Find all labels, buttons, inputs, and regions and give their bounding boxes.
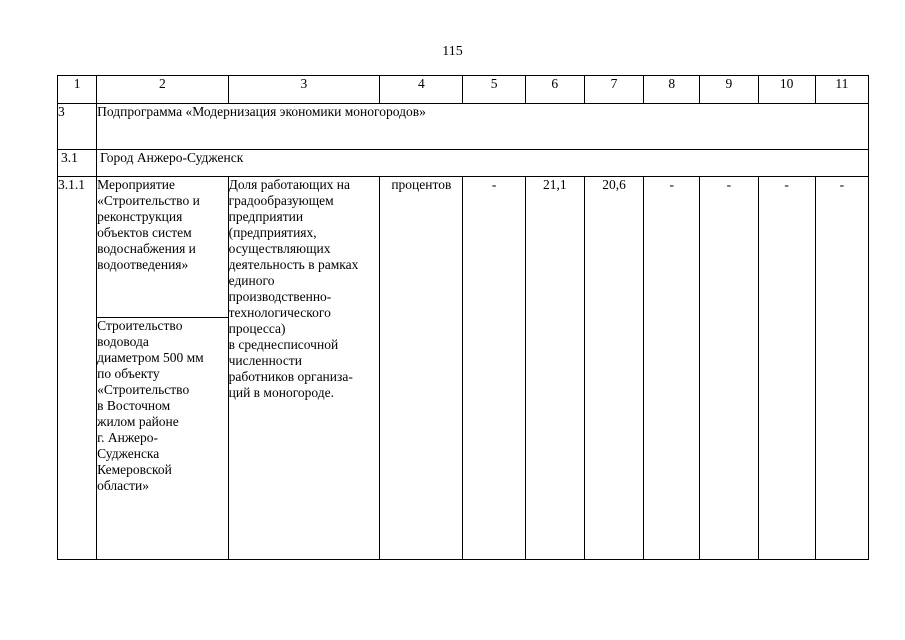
indicator-line: работников организа-	[228, 369, 353, 384]
event-cell	[97, 177, 228, 318]
indicator-line: производственно-	[228, 289, 332, 304]
event-line: Мероприятие	[97, 177, 175, 192]
page-number: 115	[442, 44, 463, 59]
construction-line: области»	[97, 478, 150, 493]
value-col-9: -	[700, 177, 758, 560]
construction-line: в Восточном	[97, 398, 171, 413]
value-col-6: 21,1	[525, 177, 584, 560]
column-header-5: 5	[463, 76, 525, 104]
column-header-8: 8	[644, 76, 700, 104]
indicator-line: численности	[228, 353, 303, 368]
subprogram-title: Подпрограмма «Модернизация экономики моногородов»	[97, 104, 869, 150]
indicator-line: технологического	[228, 305, 331, 320]
indicator-line: процесса)	[228, 321, 286, 336]
item-number: 3.1.1	[58, 177, 97, 560]
indicator-line: ций в моногороде.	[228, 385, 334, 400]
column-header-3: 3	[228, 76, 380, 104]
city-name: Город Анжеро-Судженск	[97, 150, 869, 177]
city-row	[58, 150, 869, 177]
construction-line: г. Анжеро-	[97, 430, 159, 445]
construction-line: Строительство	[97, 318, 183, 333]
subprogram-row	[58, 104, 869, 150]
indicator-line: (предприятиях,	[228, 225, 317, 240]
value-col-7: 20,6	[584, 177, 643, 560]
column-header-11: 11	[815, 76, 868, 104]
construction-line: водовода	[97, 334, 149, 349]
city-number: 3.1	[58, 150, 97, 177]
item-row	[58, 177, 869, 318]
value-col-8: -	[644, 177, 700, 560]
indicator-line: предприятии	[228, 209, 304, 224]
indicator-line: деятельность в рамках	[228, 257, 359, 272]
column-header-4: 4	[380, 76, 463, 104]
construction-cell	[97, 318, 228, 560]
indicator-line: градообразующем	[228, 193, 334, 208]
construction-line: Судженска	[97, 446, 160, 461]
event-line: реконструкция	[97, 209, 183, 224]
column-header-7: 7	[584, 76, 643, 104]
value-col-10: -	[758, 177, 815, 560]
event-line: водоотведения»	[97, 257, 189, 272]
column-header-9: 9	[700, 76, 758, 104]
indicator-line: осуществляющих	[228, 241, 331, 256]
column-header-1: 1	[58, 76, 97, 104]
event-line: объектов систем	[97, 225, 192, 240]
event-line: «Строительство и	[97, 193, 200, 208]
construction-line: диаметром 500 мм	[97, 350, 204, 365]
value-col-11: -	[815, 177, 868, 560]
value-col-5: -	[463, 177, 525, 560]
column-header-10: 10	[758, 76, 815, 104]
indicator-cell	[228, 177, 380, 560]
indicator-line: Доля работающих на	[228, 177, 351, 192]
construction-line: «Строительство	[97, 382, 190, 397]
construction-line: жилом районе	[97, 414, 179, 429]
indicator-line: в среднесписочной	[228, 337, 339, 352]
indicator-line: единого	[228, 273, 275, 288]
subprogram-number: 3	[58, 104, 97, 150]
event-line: водоснабжения и	[97, 241, 196, 256]
column-header-2: 2	[97, 76, 228, 104]
construction-line: по объекту	[97, 366, 160, 381]
unit-cell: процентов	[380, 177, 463, 560]
construction-line: Кемеровской	[97, 462, 172, 477]
column-header-6: 6	[525, 76, 584, 104]
column-number-row	[58, 76, 869, 104]
program-table	[57, 75, 869, 560]
